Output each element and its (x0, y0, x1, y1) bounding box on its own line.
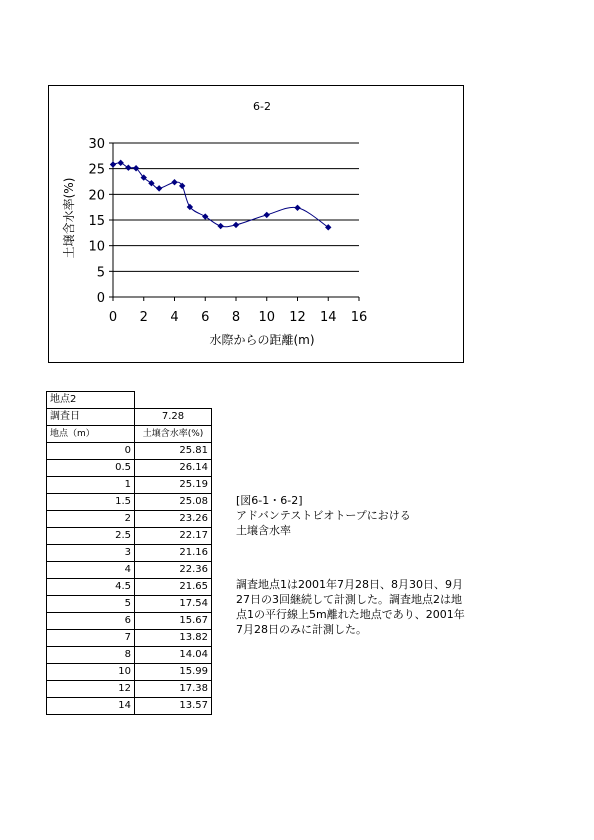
cell-moisture: 14.04 (135, 647, 212, 664)
cell-point: 4.5 (47, 579, 135, 596)
cell-point: 12 (47, 681, 135, 698)
table-row (47, 579, 212, 596)
table-row (47, 596, 212, 613)
cell-moisture: 26.14 (135, 460, 212, 477)
data-point-marker (325, 224, 331, 230)
note-line: 27日の3回継続して計測した。調査地点2は地 (236, 593, 462, 606)
table-row (47, 681, 212, 698)
table-row (47, 511, 212, 528)
site-label: 地点2 (47, 392, 135, 409)
table-row (47, 698, 212, 715)
date-row (47, 409, 212, 426)
cell-point: 14 (47, 698, 135, 715)
caption-subject: 土壌含水率 (236, 524, 291, 537)
chart-title: 6-2 (253, 100, 271, 113)
site-row (47, 392, 212, 409)
moisture-data-table (46, 391, 212, 715)
data-point-marker (294, 205, 300, 211)
note-line: 調査地点1は2001年7月28日、8月30日、9月 (236, 578, 463, 591)
cell-moisture: 21.65 (135, 579, 212, 596)
cell-point: 0.5 (47, 460, 135, 477)
y-tick-label: 10 (88, 239, 105, 255)
cell-point: 10 (47, 664, 135, 681)
y-axis-title: 土壌含水率(%) (62, 177, 76, 259)
y-tick-label: 20 (88, 188, 105, 204)
data-point-marker (171, 179, 177, 185)
cell-moisture: 13.82 (135, 630, 212, 647)
table-row (47, 443, 212, 460)
data-point-marker (264, 212, 270, 218)
cell-moisture: 21.16 (135, 545, 212, 562)
table-row (47, 528, 212, 545)
figure-caption (236, 493, 411, 538)
cell-point: 4 (47, 562, 135, 579)
date-label: 調査日 (47, 409, 135, 426)
cell-moisture: 17.54 (135, 596, 212, 613)
data-point-marker (110, 161, 116, 167)
y-tick-label: 30 (88, 137, 105, 152)
cell-point: 1 (47, 477, 135, 494)
y-tick-label: 25 (88, 162, 105, 178)
cell-point: 3 (47, 545, 135, 562)
column-header-point: 地点（m） (47, 426, 135, 443)
cell-moisture: 25.81 (135, 443, 212, 460)
x-tick-label: 0 (108, 310, 118, 325)
cell-point: 1.5 (47, 494, 135, 511)
cell-moisture: 15.67 (135, 613, 212, 630)
column-header-moisture: 土壌含水率(%) (135, 426, 212, 443)
cell-moisture: 23.26 (135, 511, 212, 528)
data-point-marker (202, 213, 208, 219)
y-tick-label: 15 (88, 214, 105, 229)
data-point-marker (217, 223, 223, 229)
cell-moisture: 25.08 (135, 494, 212, 511)
cell-moisture: 15.99 (135, 664, 212, 681)
x-tick-label: 12 (289, 310, 306, 325)
cell-point: 7 (47, 630, 135, 647)
cell-point: 2 (47, 511, 135, 528)
table-row (47, 664, 212, 681)
data-point-marker (117, 160, 123, 166)
x-tick-label: 6 (201, 310, 210, 325)
x-tick-label: 14 (319, 310, 337, 325)
caption-figure-number: [図6-1・6-2] (236, 494, 303, 507)
header-row (47, 426, 212, 443)
cell-point: 6 (47, 613, 135, 630)
table-row (47, 613, 212, 630)
y-tick-label: 0 (96, 291, 105, 306)
survey-note (236, 577, 506, 637)
cell-moisture: 25.19 (135, 477, 212, 494)
moisture-line-chart (49, 86, 465, 364)
series-line (113, 163, 328, 228)
data-point-marker (125, 164, 131, 170)
x-tick-label: 2 (139, 310, 148, 325)
cell-point: 5 (47, 596, 135, 613)
cell-point: 2.5 (47, 528, 135, 545)
note-line: 7月28日のみに計測した。 (236, 623, 367, 636)
table-row (47, 545, 212, 562)
x-tick-label: 10 (258, 310, 276, 325)
table-row (47, 562, 212, 579)
x-tick-label: 16 (350, 310, 368, 325)
chart-area (48, 85, 464, 363)
data-point-marker (156, 185, 162, 191)
cell-point: 0 (47, 443, 135, 460)
cell-moisture: 13.57 (135, 698, 212, 715)
data-point-marker (233, 222, 239, 228)
x-tick-label: 8 (231, 310, 241, 325)
cell-moisture: 17.38 (135, 681, 212, 698)
x-tick-label: 4 (170, 310, 179, 325)
caption-location: アドバンテストビオトープにおける (236, 509, 411, 522)
table-row (47, 494, 212, 511)
y-tick-label: 5 (96, 265, 105, 281)
cell-moisture: 22.36 (135, 562, 212, 579)
cell-moisture: 22.17 (135, 528, 212, 545)
x-axis-title: 水際からの距離(m) (209, 333, 315, 347)
date-value: 7.28 (135, 409, 212, 426)
table-row (47, 630, 212, 647)
table-row (47, 647, 212, 664)
note-line: 点1の平行線上5m離れた地点であり、2001年 (236, 608, 465, 621)
table-row (47, 460, 212, 477)
cell-point: 8 (47, 647, 135, 664)
table-row (47, 477, 212, 494)
